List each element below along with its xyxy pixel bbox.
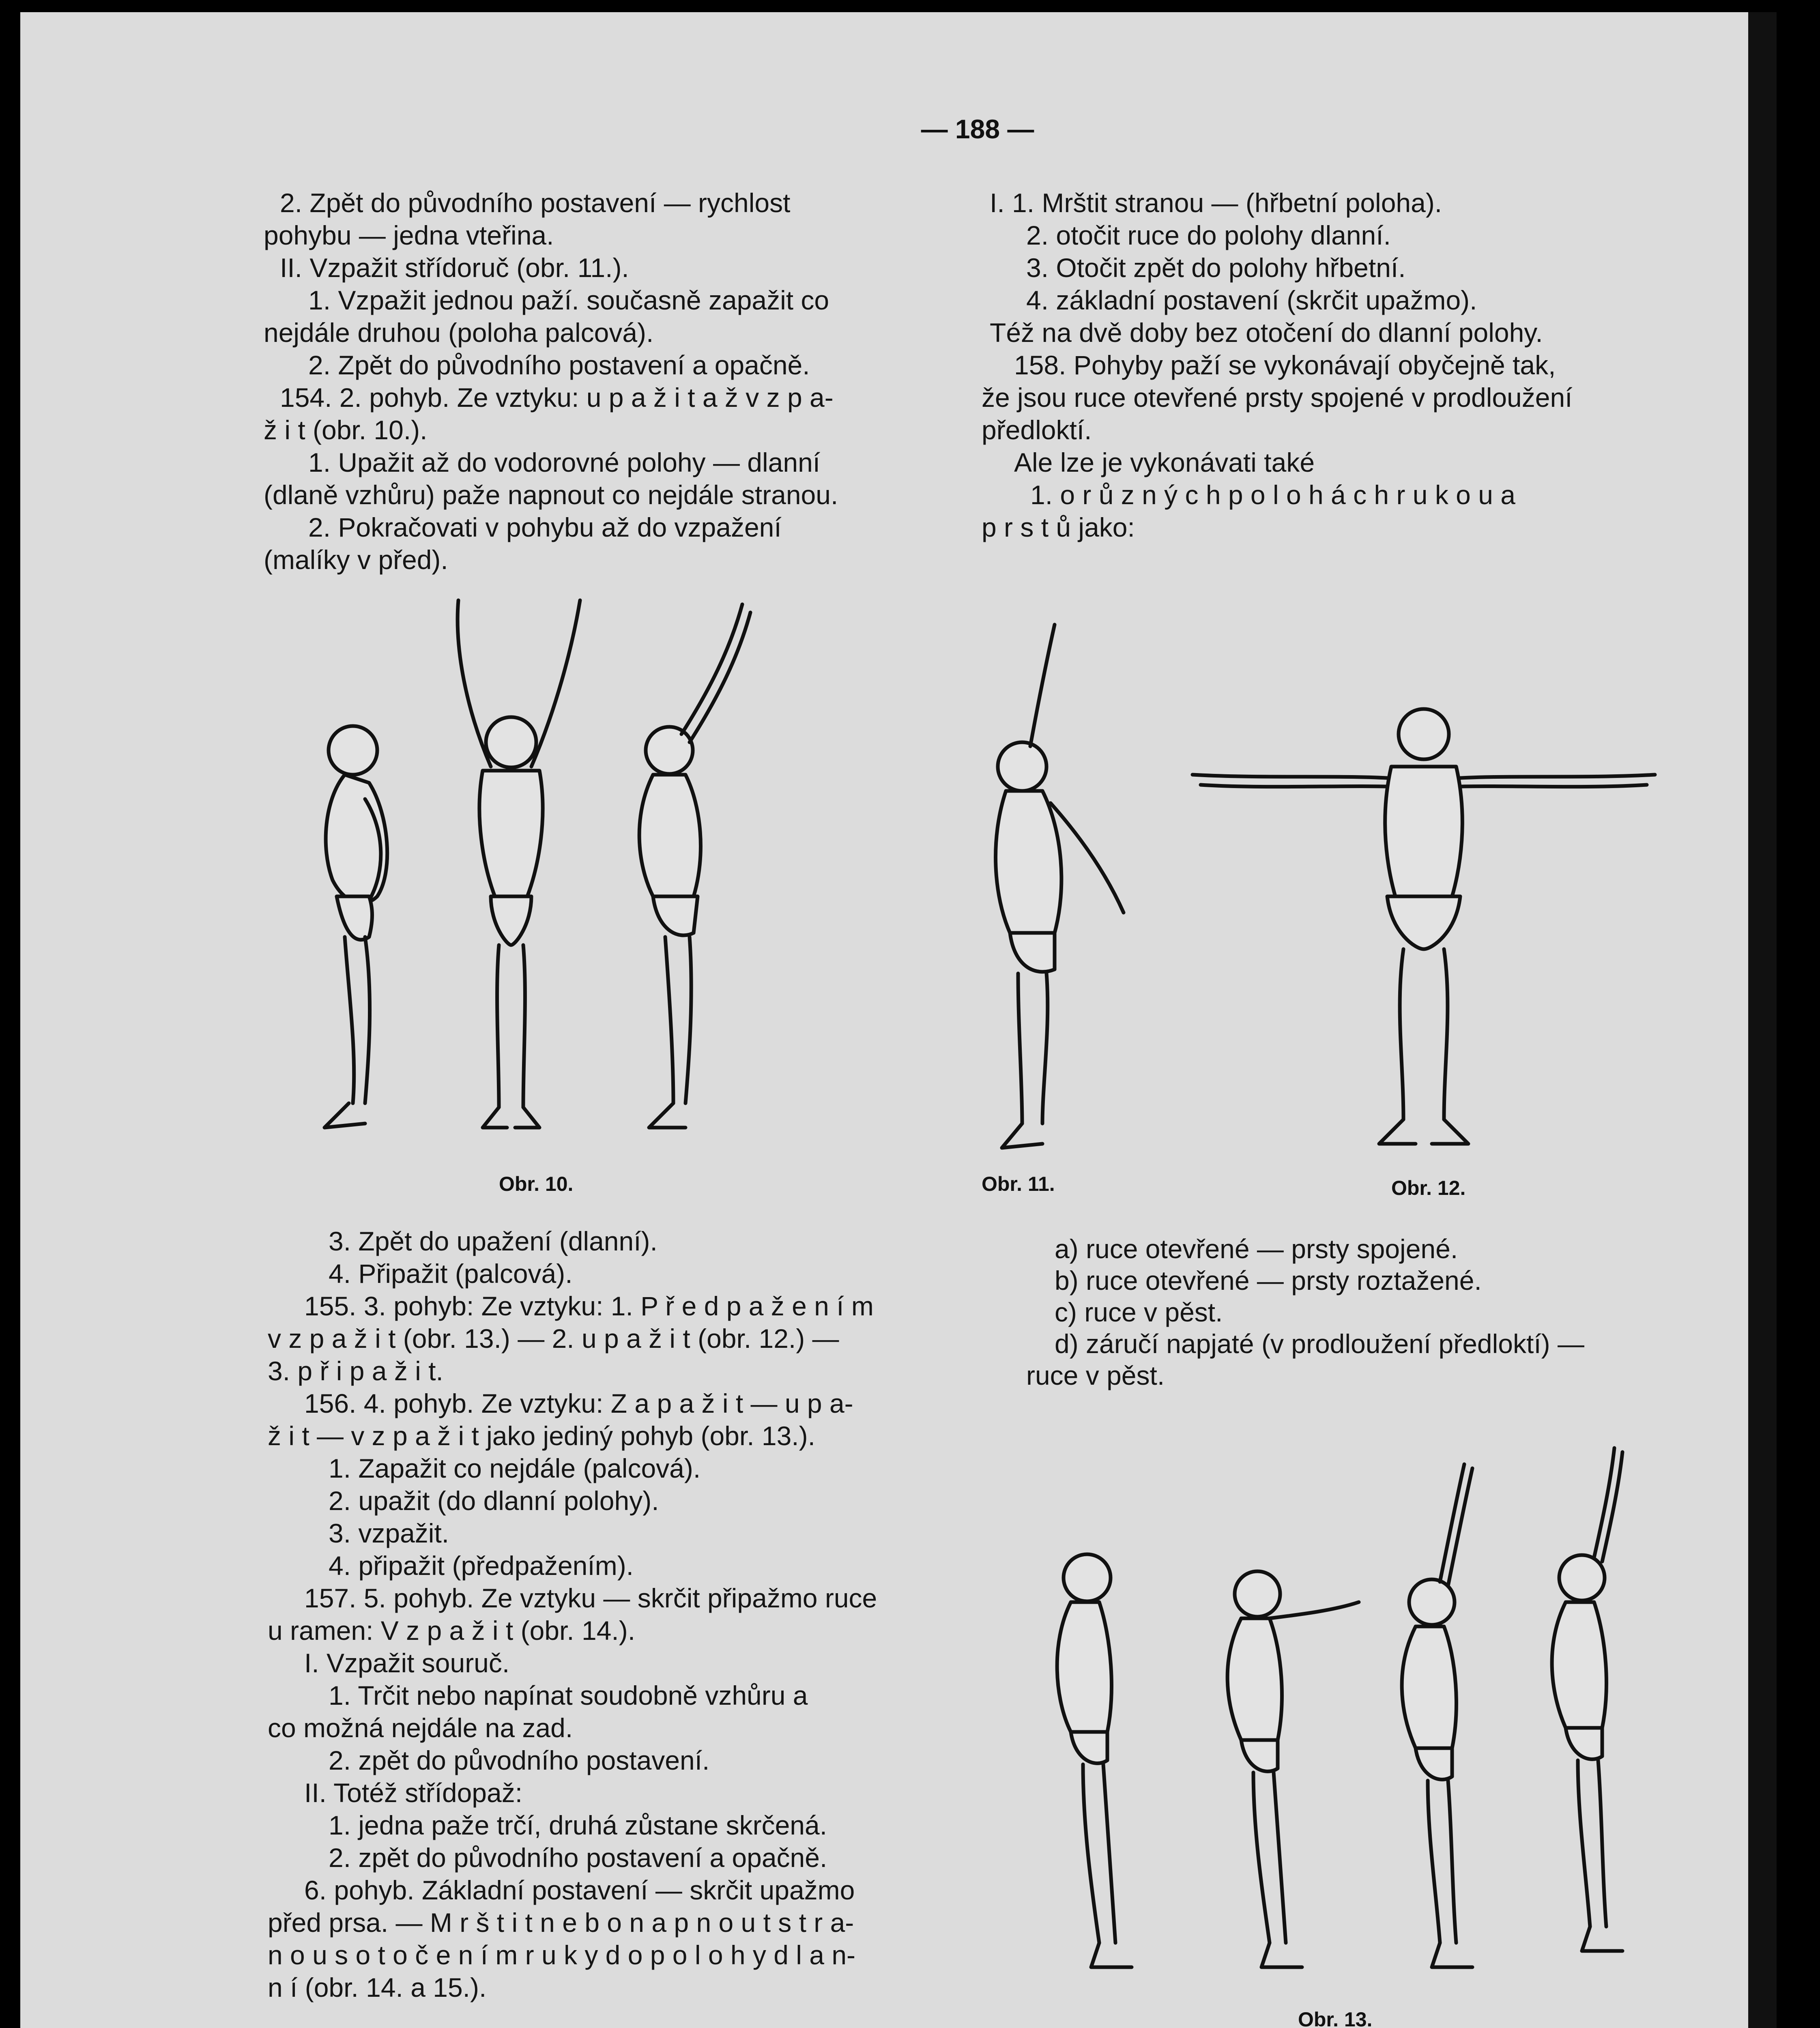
- text-line: (dlaně vzhůru) paže napnout co nejdále stranou.: [264, 480, 838, 510]
- text-line: a) ruce otevřené — prsty spojené.: [1055, 1234, 1458, 1264]
- text-line: 2. upažit (do dlanní polohy).: [329, 1486, 659, 1516]
- text-line: nejdále druhou (poloha palcová).: [264, 318, 654, 348]
- caption-fig-11: Obr. 11.: [982, 1173, 1055, 1195]
- text-line: (malíky v před).: [264, 545, 448, 575]
- text-line: 154. 2. pohyb. Ze vztyku: u p a ž i t a ž v z p a-: [280, 382, 834, 412]
- text-line: předloktí.: [982, 415, 1092, 445]
- text-line: Ale lze je vykonávati také: [1014, 447, 1315, 477]
- text-line: 1. Zapažit co nejdále (palcová).: [329, 1453, 701, 1483]
- text-line: ruce v pěst.: [1026, 1360, 1165, 1390]
- text-line: c) ruce v pěst.: [1055, 1297, 1223, 1327]
- text-line: d) záručí napjaté (v prodloužení předloktí) —: [1055, 1329, 1584, 1359]
- text-line: 158. Pohyby paží se vykonávají obyčejně tak,: [1014, 350, 1556, 380]
- text-line: 2. zpět do původního postavení.: [329, 1745, 710, 1775]
- right-top-text: [982, 187, 1679, 544]
- figure-threequarter-arms-up: [639, 604, 750, 1128]
- text-line: 1. Vzpažit jednou paží. současně zapažit co: [308, 285, 829, 315]
- caption-fig-13: Obr. 13.: [1298, 2008, 1373, 2028]
- text-line: ž i t — v z p a ž i t jako jediný pohyb (obr. 13.).: [268, 1421, 815, 1451]
- figure-side-arm-forward: [1227, 1571, 1359, 1967]
- text-line: 1. o r ů z n ý c h p o l o h á c h r u k o u a: [1030, 480, 1515, 510]
- text-line: u ramen: V z p a ž i t (obr. 14.).: [268, 1616, 636, 1646]
- text-line: Též na dvě doby bez otočení do dlanní polohy.: [990, 318, 1543, 348]
- caption-fig-10: Obr. 10.: [499, 1173, 574, 1195]
- text-line: b) ruce otevřené — prsty roztažené.: [1055, 1265, 1482, 1295]
- text-line: 1. jedna paže trčí, druhá zůstane skrčená.: [329, 1810, 827, 1840]
- text-line: I. Vzpažit souruč.: [304, 1648, 510, 1678]
- left-top-text: [264, 187, 953, 576]
- text-line: 2. zpět do původního postavení a opačně.: [329, 1843, 827, 1873]
- figure-11-illustration: [961, 612, 1148, 1156]
- text-line: 155. 3. pohyb: Ze vztyku: 1. P ř e d p a ž e n í m: [304, 1291, 874, 1321]
- text-line: 3. p ř i p a ž i t.: [268, 1356, 443, 1386]
- right-middle-text: [1026, 1233, 1683, 1391]
- text-line: 4. Připažit (palcová).: [329, 1259, 573, 1289]
- figure-12-illustration: [1184, 698, 1663, 1156]
- figure-13-illustration: [1018, 1440, 1675, 2028]
- text-line: II. Totéž střídopaž:: [304, 1778, 523, 1808]
- scanned-page: [20, 12, 1777, 2028]
- text-line: před prsa. — M r š t i t n e b o n a p n o u t s t r a-: [268, 1908, 854, 1938]
- text-line: 156. 4. pohyb. Ze vztyku: Z a p a ž i t — u p a-: [304, 1388, 853, 1418]
- scan-edge-shadow: [1748, 12, 1777, 2028]
- text-line: 157. 5. pohyb. Ze vztyku — skrčit připažmo ruce: [304, 1583, 877, 1613]
- text-line: 2. Zpět do původního postavení — rychlost: [280, 188, 791, 218]
- figure-side-arms-back: [1057, 1554, 1132, 1967]
- text-line: 1. Upažit až do vodorovné polohy — dlanní: [308, 447, 821, 477]
- figure-side-arms-up-forward: [1402, 1464, 1472, 1967]
- text-line: I. 1. Mrštit stranou — (hřbetní poloha).: [990, 188, 1442, 218]
- text-line: n o u s o t o č e n í m r u k y d o p o l o h y d l a n-: [268, 1940, 856, 1970]
- text-line: 3. Otočit zpět do polohy hřbetní.: [1026, 253, 1406, 283]
- text-line: 2. Pokračovati v pohybu až do vzpažení: [308, 512, 782, 542]
- text-line: p r s t ů jako:: [982, 512, 1135, 542]
- text-line: 2. otočit ruce do polohy dlanní.: [1026, 220, 1391, 250]
- figure-front-arms-up: [458, 600, 580, 1128]
- figure-10-illustration: [264, 588, 832, 1156]
- text-line: 4. připažit (předpažením).: [329, 1551, 634, 1581]
- text-line: pohybu — jedna vteřina.: [264, 220, 554, 250]
- text-line: 4. základní postavení (skrčit upažmo).: [1026, 285, 1477, 315]
- text-line: ž i t (obr. 10.).: [264, 415, 428, 445]
- caption-fig-12: Obr. 12.: [1391, 1177, 1466, 1199]
- text-line: v z p a ž i t (obr. 13.) — 2. u p a ž i t (obr. 12.) —: [268, 1323, 839, 1353]
- figure-side-standing: [324, 726, 387, 1128]
- left-bottom-text: [268, 1225, 961, 2004]
- text-line: 1. Trčit nebo napínat soudobně vzhůru a: [329, 1680, 808, 1710]
- text-line: co možná nejdále na zad.: [268, 1713, 573, 1743]
- figure-side-arms-up: [1552, 1448, 1622, 1951]
- text-line: že jsou ruce otevřené prsty spojené v prodloužení: [982, 382, 1573, 412]
- text-line: 3. vzpažit.: [329, 1518, 449, 1548]
- text-line: II. Vzpažit střídoruč (obr. 11.).: [280, 253, 629, 283]
- text-line: 3. Zpět do upažení (dlanní).: [329, 1226, 658, 1256]
- text-line: n í (obr. 14. a 15.).: [268, 1972, 487, 2002]
- text-line: 2. Zpět do původního postavení a opačně.: [308, 350, 810, 380]
- page-number: — 188 —: [921, 114, 1034, 144]
- text-line: 6. pohyb. Základní postavení — skrčit upažmo: [304, 1875, 855, 1905]
